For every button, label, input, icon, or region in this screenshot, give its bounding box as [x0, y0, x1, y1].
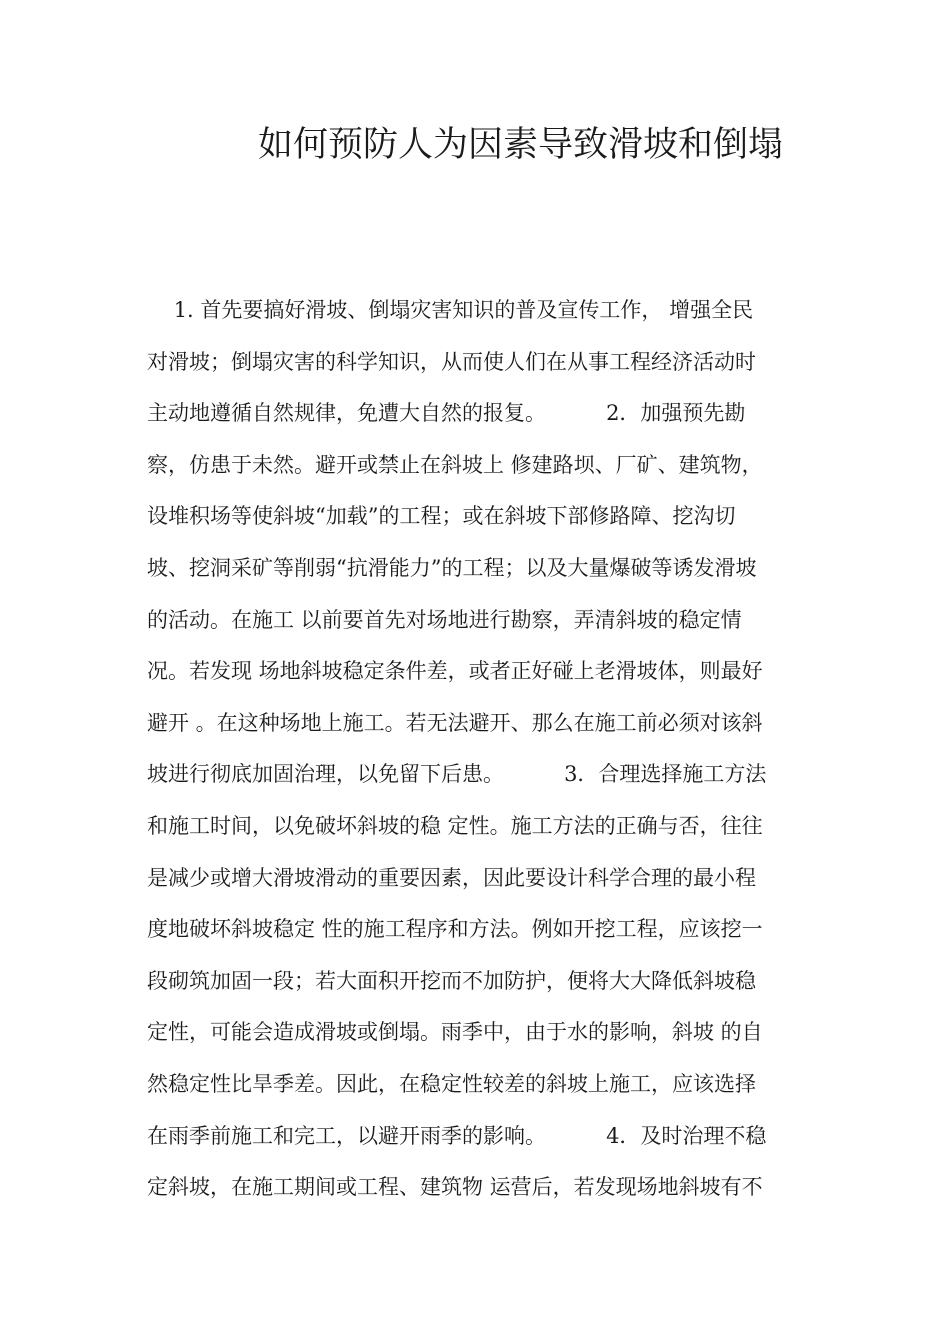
- text-line: 设堆积场等使斜坡“加载”的工程；或在斜坡下部修路障、挖沟切: [147, 504, 736, 529]
- text-line: 对滑坡；倒塌灾害的科学知识，从而使人们在从事工程经济活动时: [147, 349, 756, 374]
- document-title: 如何预防人为因素导致滑坡和倒塌: [258, 125, 784, 165]
- text-line: 避开 。在这种场地上施工。若无法避开、那么在施工前必须对该斜: [147, 710, 763, 735]
- text-line: 在雨季前施工和完工，以避开雨季的影响。 4．及时治理不稳: [147, 1123, 767, 1148]
- text-line: 的活动。在施工 以前要首先对场地进行勘察，弄清斜坡的稳定情: [147, 607, 742, 632]
- body-text: [147, 290, 807, 1219]
- text-line: 察，仿患于未然。避开或禁止在斜坡上 修建路坝、厂矿、建筑物，: [147, 452, 763, 477]
- text-line: 度地破坏斜坡稳定 性的施工程序和方法。例如开挖工程，应该挖一: [147, 917, 763, 942]
- text-line: 段砌筑加固一段；若大面积开挖而不加防护，便将大大降低斜坡稳: [147, 968, 756, 993]
- text-line: 和施工时间，以免破坏斜坡的稳 定性。施工方法的正确与否，往往: [147, 813, 763, 838]
- text-line: 1. 首先要搞好滑坡、倒塌灾害知识的普及宣传工作， 增强全民: [147, 298, 754, 322]
- text-line: 是减少或增大滑坡滑动的重要因素，因此要设计科学合理的最小程: [147, 865, 756, 890]
- text-line: 坡、挖洞采矿等削弱“抗滑能力”的工程；以及大量爆破等诱发滑坡: [147, 555, 757, 580]
- text-line: 坡进行彻底加固治理，以免留下后患。 3．合理选择施工方法: [147, 762, 767, 787]
- text-line: 定性，可能会造成滑坡或倒塌。雨季中，由于水的影响，斜坡 的自: [147, 1020, 763, 1045]
- text-line: 况。若发现 场地斜坡稳定条件差，或者正好碰上老滑坡体，则最好: [147, 659, 763, 684]
- text-line: 主动地遵循自然规律，免遭大自然的报复。 2．加强预先勘: [147, 401, 746, 426]
- text-line: 定斜坡，在施工期间或工程、建筑物 运营后，若发现场地斜坡有不: [147, 1175, 763, 1200]
- text-line: 然稳定性比旱季差。因此，在稳定性较差的斜坡上施工，应该选择: [147, 1071, 756, 1096]
